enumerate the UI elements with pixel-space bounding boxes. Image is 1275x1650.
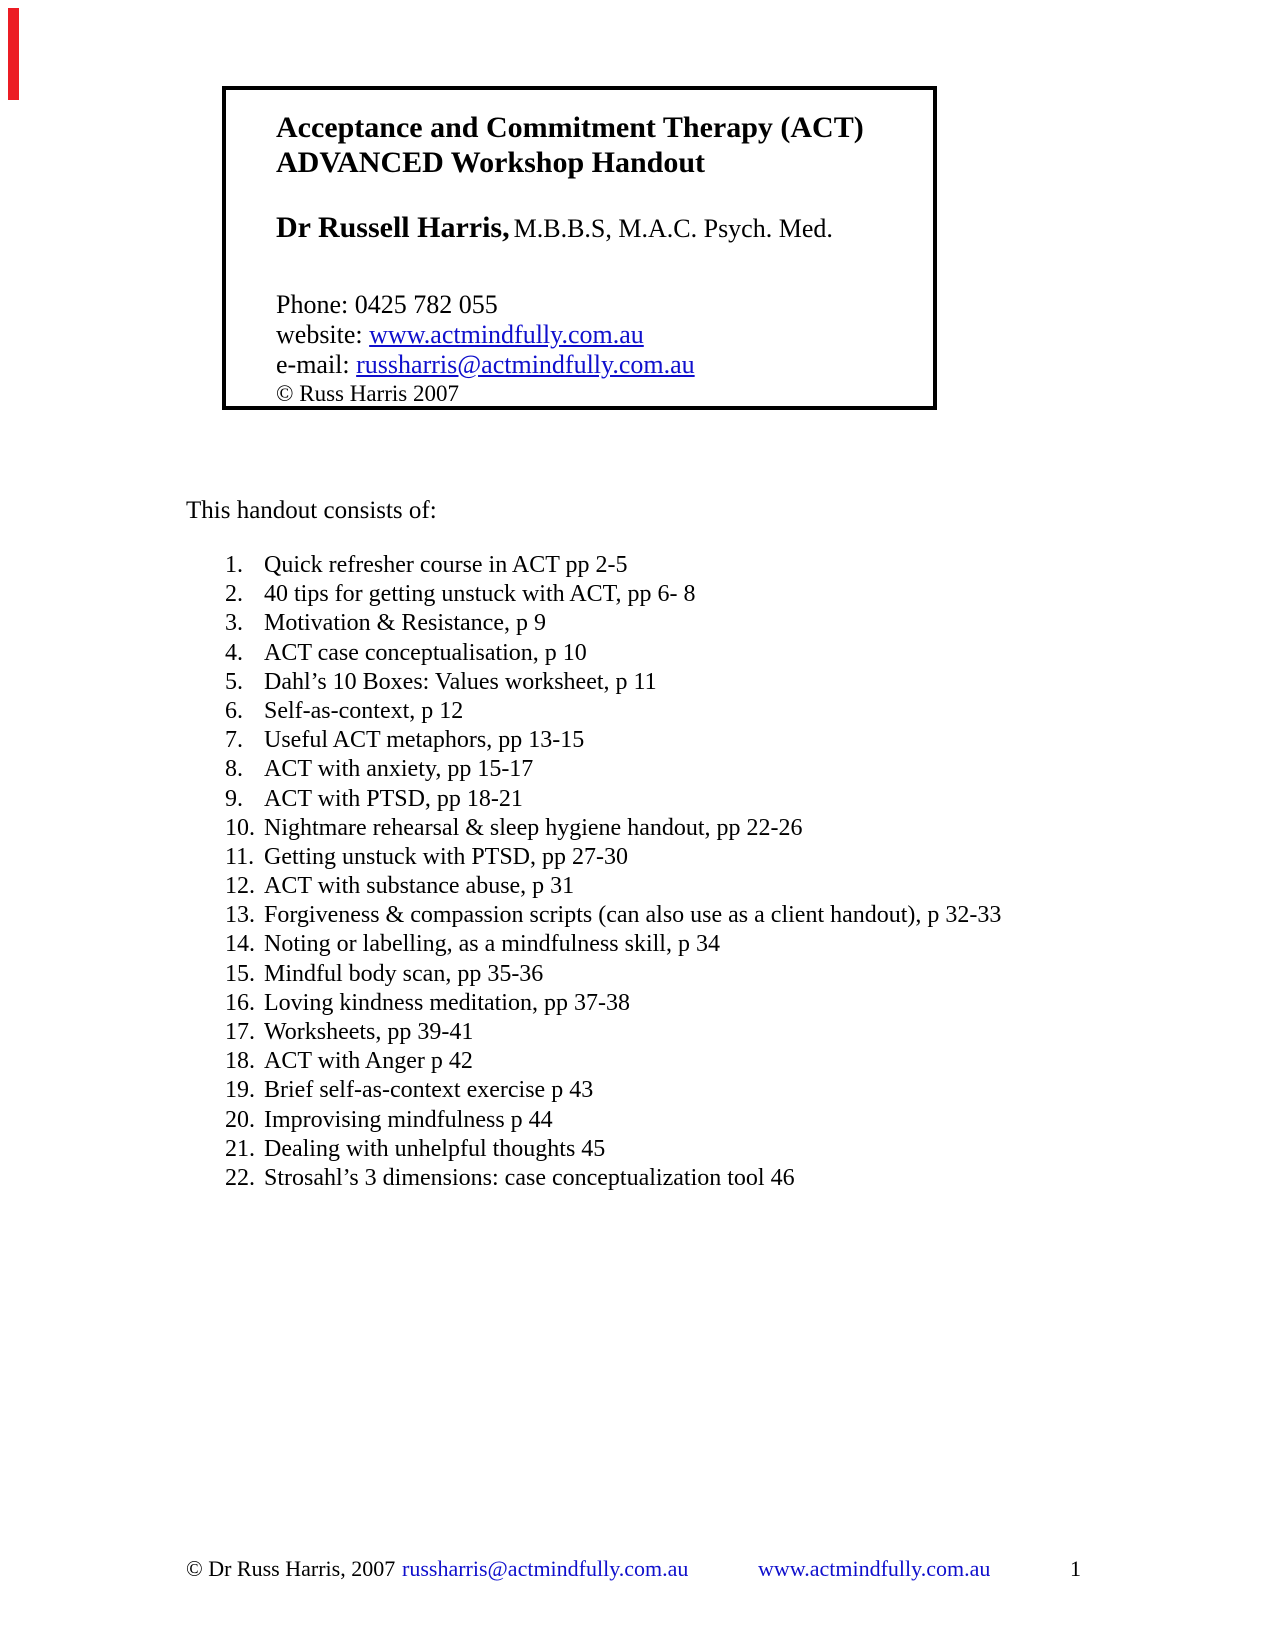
toc-item-number: 2. [225,581,243,608]
toc-item-text: ACT with substance abuse, p 31 [264,873,575,900]
toc-item-text: Forgiveness & compassion scripts (can also use as a client handout), p 32-33 [264,902,1002,929]
website-line [276,320,927,350]
website-link[interactable]: www.actmindfully.com.au [369,320,644,349]
toc-item-text: Dahl’s 10 Boxes: Values worksheet, p 11 [264,668,657,695]
page-number: 1 [1070,1556,1081,1581]
toc-item-text: Motivation & Resistance, p 9 [264,610,546,637]
toc-item [225,697,1001,726]
title-line-1: Acceptance and Commitment Therapy (ACT) [276,111,864,144]
toc-intro: This handout consists of: [186,497,437,524]
toc-item-text: ACT with anxiety, pp 15-17 [264,756,534,783]
toc-item [225,609,1001,638]
toc-item-text: Improvising mindfulness p 44 [264,1106,553,1133]
toc-item [225,901,1001,930]
email-link[interactable]: russharris@actmindfully.com.au [356,350,695,379]
toc-item-number: 6. [225,697,243,724]
toc-item-number: 22. [225,1164,255,1191]
red-margin-mark [8,8,19,100]
toc-item-number: 11. [225,843,255,870]
toc-item-number: 14. [225,931,255,958]
author-name: Dr Russell Harris, [276,211,510,244]
page-footer [186,1556,1085,1584]
toc-item-number: 19. [225,1077,255,1104]
toc-item-text: ACT case conceptualisation, p 10 [264,639,587,666]
toc-item [225,1047,1001,1076]
toc-item-text: Self-as-context, p 12 [264,697,464,724]
website-label: website: [276,320,363,349]
toc-item-text: 40 tips for getting unstuck with ACT, pp 6- 8 [264,581,696,608]
toc-item-number: 8. [225,756,243,783]
box-copyright: © Russ Harris 2007 [276,381,459,406]
toc-item-text: Nightmare rehearsal & sleep hygiene handout, pp 22-26 [264,814,803,841]
header-box [222,86,937,410]
toc-item [225,726,1001,755]
toc-item [225,872,1001,901]
toc-item-text: Loving kindness meditation, pp 37-38 [264,989,630,1016]
toc-item [225,1018,1001,1047]
toc-item-text: ACT with Anger p 42 [264,1048,473,1075]
toc-item [225,1164,1001,1193]
author-credentials: M.B.B.S, M.A.C. Psych. Med. [513,214,833,243]
toc-item-text: Getting unstuck with PTSD, pp 27-30 [264,843,628,870]
toc-item-number: 16. [225,989,255,1016]
toc-item-number: 12. [225,873,255,900]
toc-item-number: 5. [225,668,243,695]
toc-item [225,930,1001,959]
toc-item [225,639,1001,668]
toc-item-number: 21. [225,1135,255,1162]
toc-item-number: 7. [225,727,243,754]
toc-item [225,755,1001,784]
toc-item-number: 10. [225,814,255,841]
toc-item-number: 15. [225,960,255,987]
toc-item-number: 3. [225,610,243,637]
footer-email-link[interactable]: russharris@actmindfully.com.au [402,1556,689,1581]
toc-item-number: 13. [225,902,255,929]
toc-item [225,814,1001,843]
document-title [276,110,927,180]
toc-item-number: 4. [225,639,243,666]
toc-item [225,989,1001,1018]
title-line-2: ADVANCED Workshop Handout [276,146,706,179]
toc-item [225,960,1001,989]
toc-item-text: Brief self-as-context exercise p 43 [264,1077,594,1104]
toc-item [225,785,1001,814]
toc-item [225,668,1001,697]
toc-item-number: 9. [225,785,243,812]
toc-item-text: Useful ACT metaphors, pp 13-15 [264,727,585,754]
toc-item-text: Mindful body scan, pp 35-36 [264,960,544,987]
author-line [276,210,927,250]
toc-item-number: 17. [225,1019,255,1045]
toc-item-number: 20. [225,1106,255,1133]
toc-item-number: 1. [225,552,243,578]
phone-label: Phone: [276,290,349,319]
phone-line [276,290,927,320]
toc-list [225,551,1001,1193]
toc-item-text: Dealing with unhelpful thoughts 45 [264,1135,606,1162]
toc-item-text: Noting or labelling, as a mindfulness skill, p 34 [264,931,720,958]
footer-copyright: © Dr Russ Harris, 2007 [186,1556,396,1581]
toc-item [225,843,1001,872]
contact-block [276,290,927,407]
toc-item [225,1135,1001,1164]
toc-item-text: Quick refresher course in ACT pp 2-5 [264,552,628,578]
toc-item [225,580,1001,609]
footer-website-link[interactable]: www.actmindfully.com.au [758,1556,991,1581]
toc-item [225,551,1001,580]
toc-item-text: Worksheets, pp 39-41 [264,1019,474,1045]
toc-item-text: Strosahl’s 3 dimensions: case conceptualization tool 46 [264,1164,795,1191]
email-line [276,350,927,380]
email-label: e-mail: [276,350,350,379]
toc-item-number: 18. [225,1048,255,1075]
toc-item [225,1076,1001,1105]
phone-number: 0425 782 055 [354,290,498,319]
toc-item-text: ACT with PTSD, pp 18-21 [264,785,523,812]
toc-item [225,1106,1001,1135]
